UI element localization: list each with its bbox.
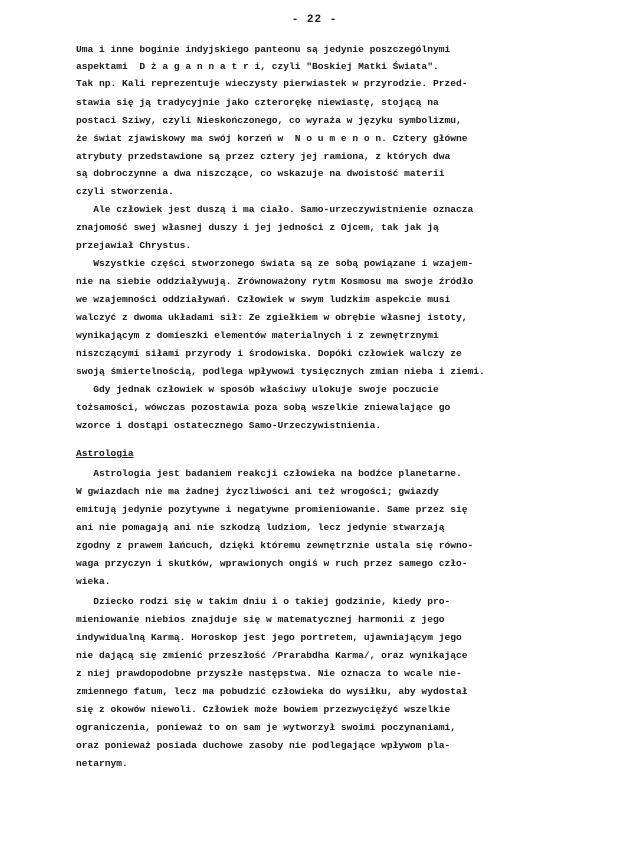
section-heading: Astrologia (76, 448, 134, 459)
text-line: indywidualną Karmą. Horoskop jest jego portretem, ujawniającym jego (76, 632, 462, 643)
text-line: Gdy jednak człowiek w sposób właściwy ulokuje swoje poczucie (76, 384, 439, 395)
text-line: oraz ponieważ posiada duchowe zasoby nie podlegające wpływom pla- (76, 740, 451, 751)
text-line: że świat zjawiskowy ma swój korzeń w N o u m e n o n. Cztery główne (76, 133, 468, 144)
text-line: we wzajemności oddziaływań. Człowiek w swym ludzkim aspekcie musi (76, 294, 451, 305)
text-line: aspektami D ż a g a n n a t r i, czyli "Boskiej Matki Świata". (76, 61, 439, 72)
text-line: wzorce i dostąpi ostatecznego Samo-Urzeczywistnienia. (76, 420, 382, 431)
text-line: są dobroczynne a dwa niszczące, co wskazuje na dwoistość materii (76, 168, 445, 179)
text-line: nie na siebie oddziaływują. Zrównoważony rytm Kosmosu ma swoje źródło (76, 276, 474, 287)
text-line: swoją śmiertelnością, podlega wpływowi tysięcznych zmian nieba i ziemi. (76, 366, 485, 377)
text-line: Dziecko rodzi się w takim dniu i o takiej godzinie, kiedy pro- (76, 596, 451, 607)
text-line: znajomość swej własnej duszy i jej jedności z Ojcem, tak jak ją (76, 222, 439, 233)
text-line: waga przyczyn i skutków, wprawionych ongiś w ruch przez samego czło- (76, 558, 468, 569)
text-line: walczyć z dwoma układami sił: Ze zgiełkiem w obrębie własnej istoty, (76, 312, 468, 323)
text-line: wynikającym z domieszki elementów materialnych i z zewnętrznymi (76, 330, 439, 341)
text-line: się z okowów niewoli. Człowiek może bowiem przezwyciężyć wszelkie (76, 704, 451, 715)
text-line: wieka. (76, 576, 111, 587)
text-line: netarnym. (76, 758, 128, 769)
text-line: ani nie pomagają ani nie szkodzą ludziom, lecz jedynie stwarzają (76, 522, 445, 533)
text-line: nie dającą się zmienić przeszłość /Prarabdha Karma/, oraz wynikające (76, 650, 468, 661)
text-line: Astrologia jest badaniem reakcji człowieka na bodźce planetarne. (76, 468, 462, 479)
text-line: Uma i inne boginie indyjskiego panteonu są jedynie poszczególnymi (76, 44, 451, 55)
text-line: zgodny z prawem łańcuch, dzięki któremu zewnętrznie ustala się równo- (76, 540, 474, 551)
text-line: z niej prawdopodobne przyszłe następstwa. Nie oznacza to wcale nie- (76, 668, 462, 679)
text-line: postaci Sziwy, czyli Nieskończonego, co wyraża w języku symbolizmu, (76, 115, 462, 126)
text-line: Tak np. Kali reprezentuje wieczysty pierwiastek w przyrodzie. Przed- (76, 78, 468, 89)
text-line: W gwiazdach nie ma żadnej życzliwości ani też wrogości; gwiazdy (76, 486, 439, 497)
text-line: Wszystkie części stworzonego świata są ze sobą powiązane i wzajem- (76, 258, 474, 269)
text-line: emitują jedynie pozytywne i negatywne promieniowanie. Same przez się (76, 504, 468, 515)
text-line: stawia się ją tradycyjnie jako czterorękę niewiastę, stojącą na (76, 97, 439, 108)
text-line: tożsamości, wówczas pozostawia poza sobą wszelkie zniewalające go (76, 402, 451, 413)
text-line: niszczącymi siłami przyrody i środowiska. Dopóki człowiek walczy ze (76, 348, 462, 359)
text-line: Ale człowiek jest duszą i ma ciało. Samo-urzeczywistnienie oznacza (76, 204, 474, 215)
text-line: zmiennego fatum, lecz ma pobudzić człowieka do wysiłku, aby wydostał (76, 686, 468, 697)
text-line: mieniowanie niebios znajduje się w matematycznej harmonii z jego (76, 614, 445, 625)
text-line: czyli stworzenia. (76, 186, 174, 197)
text-line: atrybuty przedstawione są przez cztery jej ramiona, z których dwa (76, 151, 451, 162)
text-line: przejawiał Chrystus. (76, 240, 192, 251)
text-line: ograniczenia, ponieważ to on sam je wytworzył swoimi poczynaniami, (76, 722, 456, 733)
page-number: - 22 - (291, 14, 338, 26)
